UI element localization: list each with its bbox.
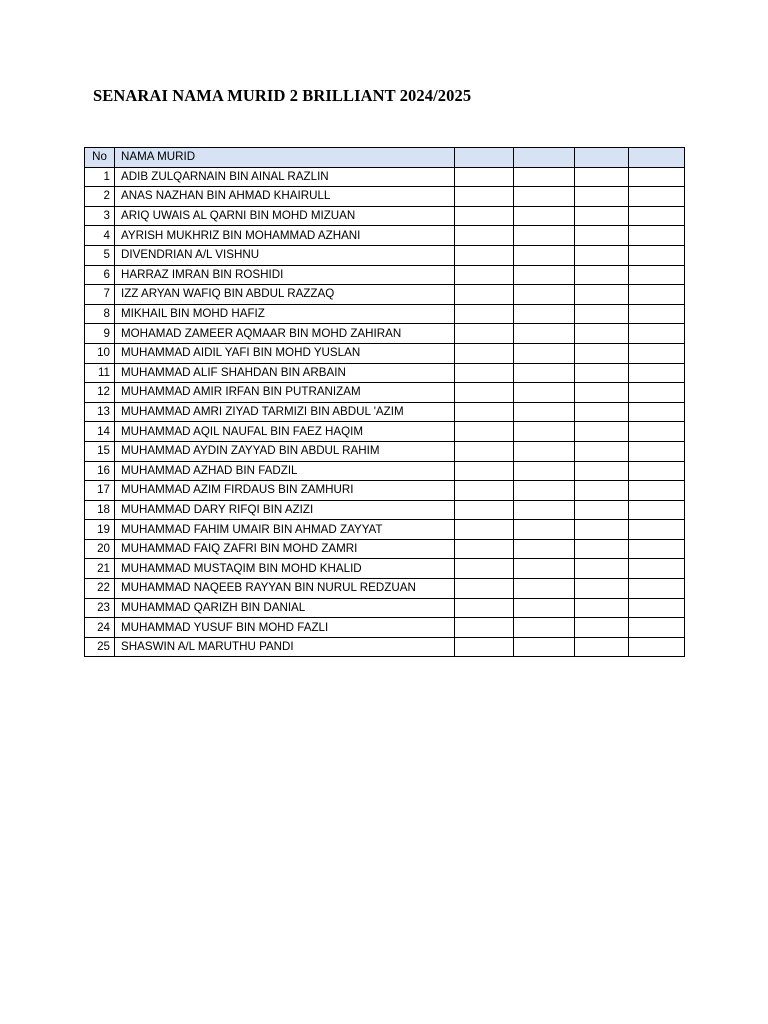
table-row [85, 206, 685, 226]
empty-cell [575, 500, 629, 520]
empty-cell [514, 324, 575, 344]
row-number: 11 [85, 363, 115, 383]
row-number: 2 [85, 187, 115, 207]
empty-cell [455, 304, 514, 324]
empty-cell [455, 461, 514, 481]
student-name: SHASWIN A/L MARUTHU PANDI [115, 637, 455, 657]
table-row [85, 245, 685, 265]
empty-cell [455, 637, 514, 657]
student-name: MUHAMMAD DARY RIFQI BIN AZIZI [115, 500, 455, 520]
row-number: 18 [85, 500, 115, 520]
student-name: MUHAMMAD NAQEEB RAYYAN BIN NURUL REDZUAN [115, 579, 455, 599]
empty-cell [629, 481, 685, 501]
row-number: 10 [85, 343, 115, 363]
row-number: 23 [85, 598, 115, 618]
empty-cell [575, 598, 629, 618]
empty-cell [575, 343, 629, 363]
empty-cell [514, 245, 575, 265]
student-name: MUHAMMAD AZIM FIRDAUS BIN ZAMHURI [115, 481, 455, 501]
empty-cell [514, 343, 575, 363]
empty-cell [629, 579, 685, 599]
empty-cell [629, 167, 685, 187]
student-name: ADIB ZULQARNAIN BIN AINAL RAZLIN [115, 167, 455, 187]
empty-cell [629, 559, 685, 579]
empty-cell [514, 520, 575, 540]
empty-cell [629, 245, 685, 265]
empty-cell [455, 383, 514, 403]
row-number: 3 [85, 206, 115, 226]
empty-cell [629, 441, 685, 461]
empty-cell [575, 520, 629, 540]
row-number: 13 [85, 402, 115, 422]
empty-cell [455, 520, 514, 540]
empty-cell [455, 245, 514, 265]
empty-cell [455, 343, 514, 363]
student-name: MUHAMMAD AYDIN ZAYYAD BIN ABDUL RAHIM [115, 441, 455, 461]
empty-cell [575, 422, 629, 442]
empty-cell [575, 226, 629, 246]
table-row [85, 500, 685, 520]
empty-cell [575, 304, 629, 324]
row-number: 15 [85, 441, 115, 461]
row-number: 7 [85, 285, 115, 305]
header-name: NAMA MURID [115, 148, 455, 168]
empty-cell [514, 618, 575, 638]
table-row [85, 402, 685, 422]
empty-cell [455, 441, 514, 461]
empty-cell [514, 363, 575, 383]
row-number: 14 [85, 422, 115, 442]
student-name: MUHAMMAD QARIZH BIN DANIAL [115, 598, 455, 618]
empty-cell [514, 441, 575, 461]
empty-cell [575, 363, 629, 383]
student-name: MIKHAIL BIN MOHD HAFIZ [115, 304, 455, 324]
empty-cell [575, 324, 629, 344]
row-number: 24 [85, 618, 115, 638]
empty-cell [575, 402, 629, 422]
empty-cell [514, 559, 575, 579]
table-row [85, 167, 685, 187]
empty-cell [629, 187, 685, 207]
empty-cell [455, 167, 514, 187]
empty-cell [629, 343, 685, 363]
empty-cell [575, 187, 629, 207]
empty-cell [629, 206, 685, 226]
student-name: MUHAMMAD AIDIL YAFI BIN MOHD YUSLAN [115, 343, 455, 363]
table-row [85, 481, 685, 501]
table-row [85, 598, 685, 618]
student-name: ARIQ UWAIS AL QARNI BIN MOHD MIZUAN [115, 206, 455, 226]
empty-cell [629, 637, 685, 657]
table-row [85, 520, 685, 540]
row-number: 22 [85, 579, 115, 599]
row-number: 19 [85, 520, 115, 540]
row-number: 1 [85, 167, 115, 187]
table-row [85, 383, 685, 403]
empty-cell [455, 579, 514, 599]
empty-cell [575, 245, 629, 265]
empty-cell [455, 206, 514, 226]
empty-cell [514, 579, 575, 599]
table-row [85, 637, 685, 657]
row-number: 16 [85, 461, 115, 481]
row-number: 25 [85, 637, 115, 657]
document-title: SENARAI NAMA MURID 2 BRILLIANT 2024/2025 [93, 86, 472, 105]
empty-cell [455, 226, 514, 246]
empty-cell [629, 304, 685, 324]
row-number: 12 [85, 383, 115, 403]
empty-cell [514, 206, 575, 226]
table-row [85, 539, 685, 559]
table-body [85, 167, 685, 657]
empty-cell [575, 618, 629, 638]
empty-cell [514, 383, 575, 403]
empty-cell [629, 226, 685, 246]
empty-cell [514, 598, 575, 618]
empty-cell [575, 481, 629, 501]
empty-cell [455, 598, 514, 618]
table-header-row [85, 148, 685, 168]
empty-cell [629, 618, 685, 638]
header-extra-column [455, 148, 514, 168]
empty-cell [514, 265, 575, 285]
empty-cell [514, 481, 575, 501]
empty-cell [629, 539, 685, 559]
row-number: 20 [85, 539, 115, 559]
empty-cell [455, 402, 514, 422]
table-row [85, 324, 685, 344]
student-name: MUHAMMAD YUSUF BIN MOHD FAZLI [115, 618, 455, 638]
student-name: MUHAMMAD MUSTAQIM BIN MOHD KHALID [115, 559, 455, 579]
empty-cell [575, 539, 629, 559]
empty-cell [455, 187, 514, 207]
empty-cell [575, 637, 629, 657]
table-row [85, 363, 685, 383]
empty-cell [575, 579, 629, 599]
empty-cell [629, 363, 685, 383]
empty-cell [514, 539, 575, 559]
empty-cell [514, 187, 575, 207]
student-name: HARRAZ IMRAN BIN ROSHIDI [115, 265, 455, 285]
empty-cell [629, 265, 685, 285]
empty-cell [575, 167, 629, 187]
header-no: No [85, 148, 115, 168]
empty-cell [514, 167, 575, 187]
row-number: 9 [85, 324, 115, 344]
empty-cell [514, 637, 575, 657]
table-row [85, 579, 685, 599]
table-row [85, 559, 685, 579]
empty-cell [575, 461, 629, 481]
empty-cell [629, 402, 685, 422]
table-row [85, 441, 685, 461]
empty-cell [629, 500, 685, 520]
header-extra-column [629, 148, 685, 168]
empty-cell [629, 461, 685, 481]
empty-cell [455, 422, 514, 442]
empty-cell [514, 304, 575, 324]
student-name: MUHAMMAD ALIF SHAHDAN BIN ARBAIN [115, 363, 455, 383]
student-name: MUHAMMAD FAIQ ZAFRI BIN MOHD ZAMRI [115, 539, 455, 559]
empty-cell [629, 285, 685, 305]
row-number: 5 [85, 245, 115, 265]
empty-cell [514, 422, 575, 442]
empty-cell [455, 265, 514, 285]
student-name: AYRISH MUKHRIZ BIN MOHAMMAD AZHANI [115, 226, 455, 246]
empty-cell [514, 402, 575, 422]
empty-cell [575, 285, 629, 305]
student-name: MUHAMMAD AZHAD BIN FADZIL [115, 461, 455, 481]
empty-cell [455, 481, 514, 501]
empty-cell [455, 559, 514, 579]
empty-cell [629, 422, 685, 442]
student-roster-table [84, 147, 685, 657]
table-row [85, 343, 685, 363]
table-row [85, 304, 685, 324]
table-row [85, 187, 685, 207]
empty-cell [629, 383, 685, 403]
empty-cell [629, 520, 685, 540]
empty-cell [629, 598, 685, 618]
empty-cell [514, 226, 575, 246]
table-row [85, 461, 685, 481]
empty-cell [575, 559, 629, 579]
student-name: MUHAMMAD AQIL NAUFAL BIN FAEZ HAQIM [115, 422, 455, 442]
row-number: 17 [85, 481, 115, 501]
student-name: DIVENDRIAN A/L VISHNU [115, 245, 455, 265]
empty-cell [455, 539, 514, 559]
row-number: 6 [85, 265, 115, 285]
table-row [85, 618, 685, 638]
header-extra-column [575, 148, 629, 168]
table-row [85, 285, 685, 305]
empty-cell [514, 461, 575, 481]
student-name: MUHAMMAD AMIR IRFAN BIN PUTRANIZAM [115, 383, 455, 403]
empty-cell [514, 285, 575, 305]
table-row [85, 265, 685, 285]
empty-cell [455, 285, 514, 305]
student-name: MOHAMAD ZAMEER AQMAAR BIN MOHD ZAHIRAN [115, 324, 455, 344]
empty-cell [575, 383, 629, 403]
student-name: IZZ ARYAN WAFIQ BIN ABDUL RAZZAQ [115, 285, 455, 305]
student-name: MUHAMMAD FAHIM UMAIR BIN AHMAD ZAYYAT [115, 520, 455, 540]
empty-cell [455, 618, 514, 638]
row-number: 8 [85, 304, 115, 324]
empty-cell [575, 206, 629, 226]
row-number: 4 [85, 226, 115, 246]
student-name: MUHAMMAD AMRI ZIYAD TARMIZI BIN ABDUL 'AZIM [115, 402, 455, 422]
empty-cell [514, 500, 575, 520]
empty-cell [455, 500, 514, 520]
header-extra-column [514, 148, 575, 168]
empty-cell [575, 265, 629, 285]
student-name: ANAS NAZHAN BIN AHMAD KHAIRULL [115, 187, 455, 207]
table-row [85, 422, 685, 442]
empty-cell [575, 441, 629, 461]
empty-cell [455, 363, 514, 383]
row-number: 21 [85, 559, 115, 579]
empty-cell [629, 324, 685, 344]
table-row [85, 226, 685, 246]
empty-cell [455, 324, 514, 344]
